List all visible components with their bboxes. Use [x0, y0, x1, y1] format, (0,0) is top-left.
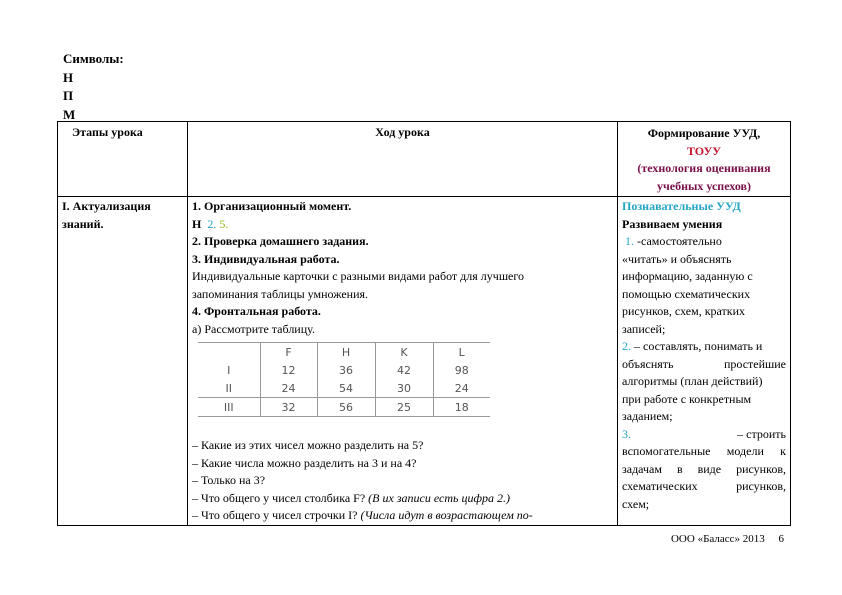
uud-item-1-line1	[622, 233, 786, 251]
number-table-row	[198, 361, 490, 379]
number-table-cell: 24	[433, 379, 490, 398]
number-table-col-h: H	[317, 343, 375, 362]
number-table-cell: 12	[260, 361, 317, 379]
lesson-table	[57, 121, 791, 526]
uud-num-3: 3.	[622, 426, 631, 441]
header-touu-desc1: (технология оценивания	[637, 161, 771, 175]
header-uud	[618, 122, 791, 197]
question-4-answer: (В их записи есть цифра 2.)	[368, 490, 510, 505]
symbols-block	[63, 50, 124, 124]
course-symbols-line	[192, 216, 613, 234]
number-table-cell: 18	[433, 398, 490, 417]
course-cards-line1: Индивидуальные карточки с разными видами работ для лучшего	[192, 269, 525, 283]
number-table-row	[198, 379, 490, 398]
uud-cell	[618, 197, 791, 526]
number-table-col-l: L	[433, 343, 490, 362]
course-item-1: 1. Организационный момент.	[192, 199, 352, 213]
symbols-title: Символы:	[63, 51, 124, 66]
header-touu: ТОУУ	[686, 143, 722, 158]
uud-item-2-line4: при работе с конкретным	[622, 391, 752, 406]
uud-item-1-line5: рисунков, схем, кратких	[622, 304, 746, 318]
uud-item-3-line2: вспомогательные модели к	[622, 444, 786, 458]
number-table-cell: 56	[317, 398, 375, 417]
number-table-row-label: III	[198, 398, 260, 417]
number-table-cell: 25	[375, 398, 433, 417]
number-table-cell: 32	[260, 398, 317, 417]
uud-item-1-line2: «читать» и объяснять	[622, 251, 732, 266]
number-table	[198, 342, 490, 417]
number-table-cell: 24	[260, 379, 317, 398]
uud-item-3-line3: задачам в виде рисунков,	[622, 461, 786, 476]
uud-item-2-line5: заданием;	[622, 409, 673, 423]
uud-develop: Развиваем умения	[622, 216, 723, 231]
number-table-col-f: F	[260, 343, 317, 362]
page-footer	[671, 533, 784, 545]
uud-item-2-line2: объяснять простейшие	[622, 356, 786, 371]
header-uud-line1: Формирование УУД,	[647, 126, 761, 140]
course-item-3: 3. Индивидуальная работа.	[192, 251, 340, 266]
course-task-a: а) Рассмотрите таблицу.	[192, 321, 315, 336]
course-symbol-n: Н	[192, 216, 202, 231]
course-num-2: 2.	[207, 216, 217, 231]
question-5	[192, 507, 613, 525]
number-table-cell: 42	[375, 361, 433, 379]
number-table-row	[198, 398, 490, 417]
uud-item-3-line1	[622, 426, 786, 444]
uud-item-3-text1: – строить	[737, 426, 786, 441]
course-cards-line2: запоминания таблицы умножения.	[192, 286, 369, 301]
header-stages-label: Этапы урока	[72, 125, 143, 139]
uud-item-2-line3: алгоритмы (план действий)	[622, 374, 763, 388]
stage-cell	[58, 197, 188, 526]
uud-item-1-line6: записей;	[622, 321, 666, 336]
number-table-row-label: II	[225, 381, 232, 395]
header-touu-desc2: учебных успехов)	[656, 178, 752, 193]
number-table-cell: 98	[433, 361, 490, 379]
symbol-p: П	[63, 88, 74, 103]
uud-item-2-text1: – составлять, понимать и	[631, 339, 763, 353]
stage-title-line2: знаний.	[62, 216, 104, 231]
page-number: 6	[778, 533, 784, 545]
question-5-answer: (Числа идут в возрастающем по-	[360, 508, 533, 522]
header-course-label: Ход урока	[375, 125, 430, 139]
uud-title: Познавательные УУД	[622, 199, 741, 213]
header-course	[188, 122, 618, 197]
question-4	[192, 490, 613, 508]
question-3: – Только на 3?	[192, 473, 266, 487]
number-table-col-k: K	[375, 343, 433, 362]
uud-item-1-text1: -самостоятельно	[634, 234, 722, 248]
stage-title-line1: I. Актуализация	[62, 199, 151, 213]
uud-num-2: 2.	[622, 339, 631, 353]
uud-item-2-line1	[622, 338, 786, 356]
uud-item-3-line5: схем;	[622, 496, 650, 511]
question-5-text: – Что общего у чисел строчки I?	[192, 508, 361, 522]
course-num-5: 5.	[219, 216, 229, 231]
uud-num-1: 1.	[625, 234, 634, 248]
lesson-table-header	[58, 122, 791, 197]
number-table-cell: 30	[375, 379, 433, 398]
number-table-cell: 54	[317, 379, 375, 398]
question-2: – Какие числа можно разделить на 3 и на 4?	[192, 455, 417, 470]
course-item-4: 4. Фронтальная работа.	[192, 304, 321, 318]
header-stages	[58, 122, 188, 197]
number-table-header	[198, 343, 490, 362]
question-4-text: – Что общего у чисел столбика F?	[192, 490, 369, 505]
question-1: – Какие из этих чисел можно разделить на 5?	[192, 438, 424, 452]
uud-item-3-line4: схематических рисунков,	[622, 479, 786, 493]
footer-company: ООО «Баласс» 2013	[670, 533, 765, 545]
symbol-m: М	[63, 106, 76, 122]
uud-item-1-line4: помощью схематических	[622, 286, 751, 301]
number-table-corner	[198, 343, 260, 362]
uud-item-1-line3: информацию, заданную с	[622, 269, 753, 283]
number-table-row-label: I	[227, 363, 231, 377]
symbol-n: Н	[63, 69, 74, 85]
number-table-cell: 36	[317, 361, 375, 379]
course-item-2: 2. Проверка домашнего задания.	[192, 234, 369, 248]
